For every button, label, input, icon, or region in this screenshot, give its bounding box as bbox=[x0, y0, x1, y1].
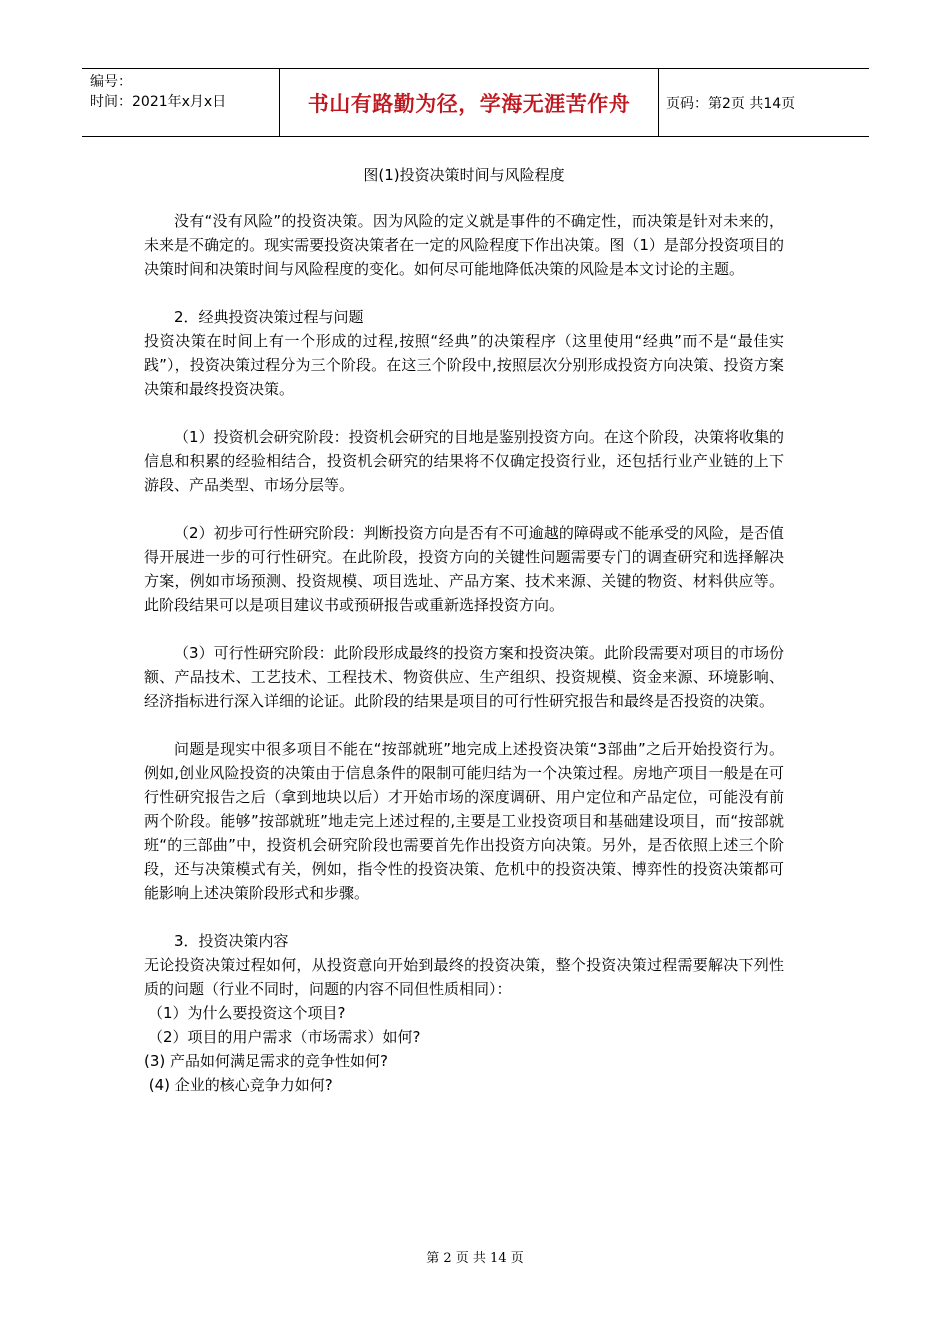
question-2: （2）项目的用户需求（市场需求）如何? bbox=[148, 1028, 421, 1046]
page-header bbox=[82, 68, 869, 137]
header-motto: 书山有路勤为径，学海无涯苦作舟 bbox=[280, 69, 659, 136]
time-label: 时间：2021年x月x日 bbox=[90, 94, 227, 110]
intro-paragraph: 没有“没有风险”的投资决策。因为风险的定义就是事件的不确定性，而决策是针对未来的，未来是不确定的。现实需要投资决策者在一定的风险程度下作出决策。图（1）是部分投资项目的决策时间和决策时间与风险程度的变化。如何尽可能地降低决策的风险是本文讨论的主题。 bbox=[144, 212, 784, 278]
question-4: (4) 企业的核心竞争力如何? bbox=[144, 1076, 333, 1094]
stage-1-paragraph: （1）投资机会研究阶段：投资机会研究的目地是鉴别投资方向。在这个阶段，决策将收集的信息和积累的经验相结合，投资机会研究的结果将不仅确定投资行业，还包括行业产业链的上下游段、产品类型、市场分层等。 bbox=[144, 428, 784, 494]
stage-2-paragraph: （2）初步可行性研究阶段：判断投资方向是否有不可逾越的障碍或不能承受的风险，是否值得开展进一步的可行性研究。在此阶段，投资方向的关键性问题需要专门的调查研究和选择解决方案，例如市场预测、投资规模、项目选址、产品方案、技术来源、关键的物资、材料供应等。此阶段结果可以是项目建议书或预研报告或重新选择投资方向。 bbox=[144, 524, 784, 614]
question-3: (3) 产品如何满足需求的竞争性如何? bbox=[144, 1052, 388, 1070]
problem-paragraph: 问题是现实中很多项目不能在“按部就班”地完成上述投资决策“3部曲”之后开始投资行为。例如,创业风险投资的决策由于信息条件的限制可能归结为一个决策过程。房地产项目一般是在可行性研究报告之后（拿到地块以后）才开始市场的深度调研、用户定位和产品定位，可能没有前两个阶段。能够”按部就班”地走完上述过程的,主要是工业投资项目和基础建设项目，而“按部就班“的三部曲”中，投资机会研究阶段也需要首先作出投资方向决策。另外，是否依照上述三个阶段，还与决策模式有关，例如，指令性的投资决策、危机中的投资决策、博弈性的投资决策都可能影响上述决策阶段形式和步骤。 bbox=[144, 740, 784, 902]
section-2-title: 2．经典投资决策过程与问题 bbox=[174, 308, 364, 326]
figure-caption: 图(1)投资决策时间与风险程度 bbox=[363, 166, 565, 184]
page-footer: 第 2 页 共 14 页 bbox=[426, 1251, 524, 1266]
code-label: 编号： bbox=[90, 74, 132, 90]
header-page-info: 页码：第2页 共14页 bbox=[666, 95, 796, 112]
section-3-title: 3．投资决策内容 bbox=[174, 932, 289, 950]
section-3-body: 无论投资决策过程如何，从投资意向开始到最终的投资决策，整个投资决策过程需要解决下列性质的问题（行业不同时，问题的内容不同但性质相同）： bbox=[144, 956, 784, 998]
document-body bbox=[144, 155, 784, 1097]
stage-3-paragraph: （3）可行性研究阶段：此阶段形成最终的投资方案和投资决策。此阶段需要对项目的市场份额、产品技术、工艺技术、工程技术、物资供应、生产组织、投资规模、资金来源、环境影响、经济指标进行深入详细的论证。此阶段的结果是项目的可行性研究报告和最终是否投资的决策。 bbox=[144, 644, 784, 710]
header-meta bbox=[82, 69, 280, 136]
question-1: （1）为什么要投资这个项目? bbox=[148, 1004, 346, 1022]
section-2-body: 投资决策在时间上有一个形成的过程,按照“经典”的决策程序（这里使用“经典”而不是“最佳实践”），投资决策过程分为三个阶段。在这三个阶段中,按照层次分别形成投资方向决策、投资方案决策和最终投资决策。 bbox=[144, 332, 784, 398]
